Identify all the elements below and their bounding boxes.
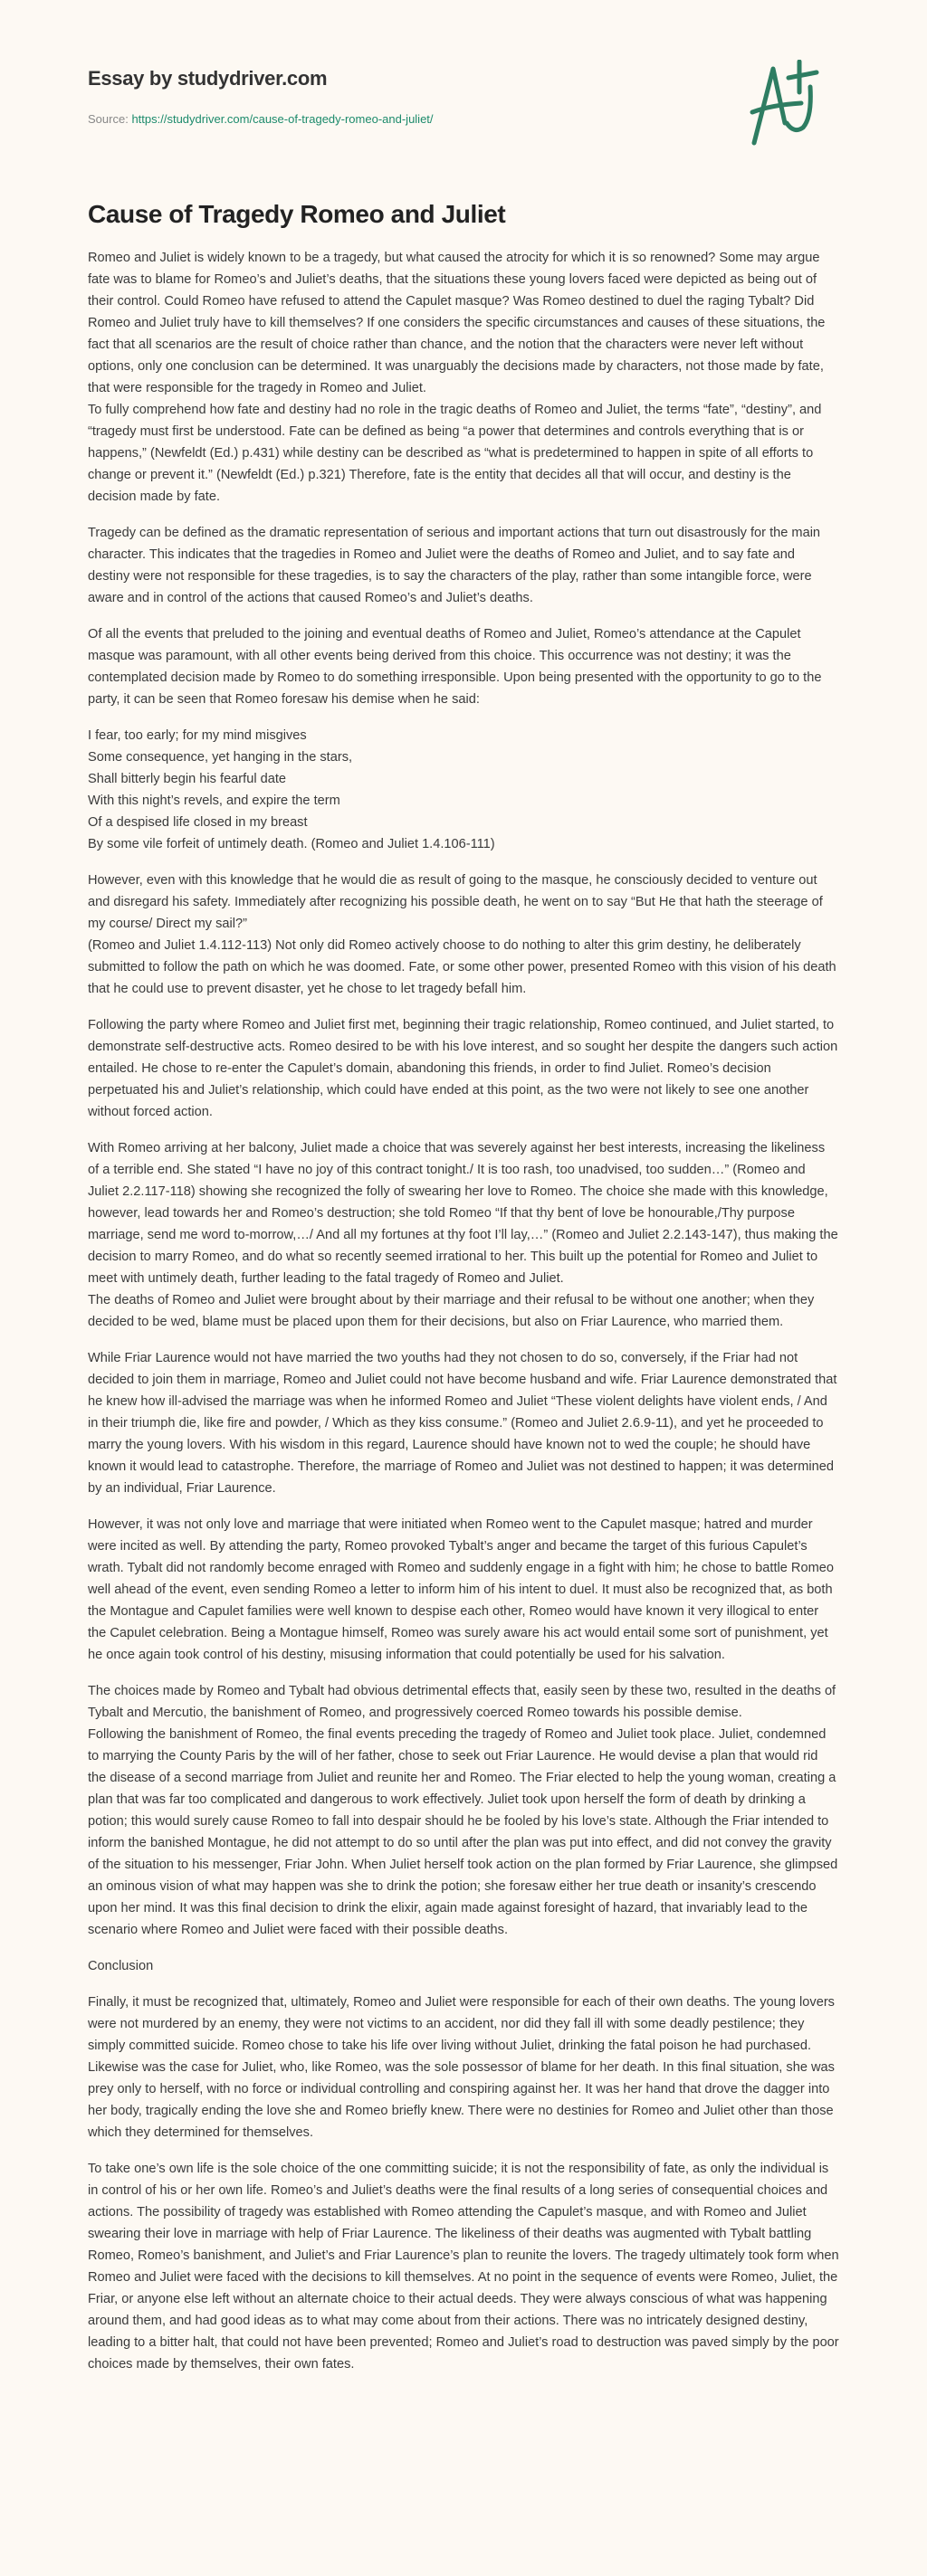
paragraph [88,1514,839,1666]
paragraph-text: However, it was not only love and marriage that were initiated when Romeo went to the Capulet masque; hatred and murder were incited as well. By attending the party, Romeo provoked Tybalt’s anger and became the target of this furious Capulet’s wrath. Tybalt did not randomly become enraged with Romeo and suddenly engage in a fight with him; he chose to battle Romeo well ahead of the event, even sending Romeo a letter to inform him of his intent to duel. It must also be recognized that, as both the Montague and Capulet families were well known to despise each other, Romeo would have known it very illogical to enter the Capulet celebration. Being a Montague himself, Romeo was surely aware his act would entail some sort of punishment, yet he once again took control of his destiny, misusing information that could potentially be used for his salvation. [88,1517,834,1662]
paragraph-text: With Romeo arriving at her balcony, Juliet made a choice that was severely against her best interests, increasing the likeliness of a terrible end. She stated “I have no joy of this contract tonight./ It is too rash, too unadvised, too sudden…” (Romeo and Juliet 2.2.117-118) showing she recognized the folly of swearing her love to Romeo. The choice she made with this knowledge, however, lead towards her and Romeo’s destruction; she told Romeo “If that thy bent of love be honourable,/Thy purpose marriage, send me word to-morrow,…/ And all my fortunes at thy foot I’ll lay,…” (Romeo and Juliet 2.2.143-147), thus making the decision to marry Romeo, and do what so recently seemed irrational to her. This built up the potential for Romeo and Juliet to meet with untimely death, further leading to the fatal tragedy of Romeo and Juliet. [88,1141,838,1286]
source-line [88,112,434,126]
article-title: Cause of Tragedy Romeo and Juliet [88,200,506,228]
paragraph-text: Shall bitterly begin his fearful date [88,772,287,786]
paragraph-text: Finally, it must be recognized that, ultimately, Romeo and Juliet were responsible for each of their own deaths. The young lovers were not murdered by an enemy, they were not victims to an accident, nor did they fall ill with some deadly pestilence; they simply committed suicide. Romeo chose to take his life over living without Juliet, drinking the fatal poison he had purchased. Likewise was the case for Juliet, who, like Romeo, was the sole possessor of blame for her death. In this final situation, she was prey only to herself, with no force or individual controlling and conspiring against her. It was her hand that drove the dagger into her body, tragically ending the love she and Romeo briefly knew. There were no destinies for Romeo and Juliet other than those which they determined for themselves. [88,1995,835,2140]
paragraph-text: Romeo and Juliet is widely known to be a tragedy, but what caused the atrocity for which it is so renowned? Some may argue fate was to blame for Romeo’s and Juliet’s deaths, that the situations these young lovers faced were depicted as being out of their control. Could Romeo have refused to attend the Capulet masque? Was Romeo destined to duel the raging Tybalt? Did Romeo and Juliet truly have to kill themselves? If one considers the specific circumstances and causes of these situations, the fact that all scenarios are the result of choice rather than chance, and the notion that the characters were never left without options, only one conclusion can be determined. It was unarguably the decisions made by characters, not those made by fate, that were responsible for the tragedy in Romeo and Juliet. [88,251,826,395]
source-label: Source: [88,112,129,126]
paragraph-text: Following the banishment of Romeo, the final events preceding the tragedy of Romeo and Juliet took place. Juliet, condemned to marrying the County Paris by the will of her father, chose to seek out Friar Laurence. He would devise a plan that would rid the disease of a second marriage from Juliet and reunite her and Romeo. The Friar elected to help the young woman, creating a plan that was far too complicated and dangerous to work effectively. Juliet took upon herself the form of death by drinking a potion; this would surely cause Romeo to fall into despair should he be fooled by his love’s state. Although the Friar intended to inform the banished Montague, he did not attempt to do so until after the plan was put into effect, and did not convey the gravity of the situation to his messenger, Friar John. When Juliet herself took action on the plan formed by Friar Laurence, she glimpsed an ominous vision of what may happen was she to drink the potion; she foresaw either her true death or insanity’s crescendo upon her mind. It was this final decision to drink the elixir, again made against foresight of hazard, that invariably lead to the scenario where Romeo and Juliet were faced with their possible deaths. [88,1727,838,1937]
paragraph [88,623,839,710]
a-plus-logo-icon [749,60,848,150]
paragraph [88,725,839,855]
paragraph [88,1014,839,1123]
paragraph [88,247,839,508]
paragraph-text: Tragedy can be defined as the dramatic representation of serious and important actions that turn out disastrously for the main character. This indicates that the tragedies in Romeo and Juliet were the deaths of Romeo and Juliet, and to say fate and destiny were not responsible for these tragedies, is to say the characters of the play, rather than some intangible force, were aware and in control of the actions that caused Romeo’s and Juliet’s deaths. [88,526,821,605]
paragraph-text: Conclusion [88,1959,154,1973]
paragraph [88,1680,839,1941]
paragraph-text: While Friar Laurence would not have married the two youths had they not chosen to do so, conversely, if the Friar had not decided to join them in marriage, Romeo and Juliet could not have become husband and wife. Friar Laurence demonstrated that he knew how ill-advised the marriage was when he informed Romeo and Juliet “These violent delights have violent ends, / And in their triumph die, like fire and powder, / Which as they kiss consume.” (Romeo and Juliet 2.6.9-11), and yet he proceeded to marry the young lovers. With his wisdom in this regard, Laurence should have known not to wed the couple; he should have known it would lead to catastrophe. Therefore, the marriage of Romeo and Juliet was not destined to happen; it was determined by an individual, Friar Laurence. [88,1351,837,1496]
paragraph-text: By some vile forfeit of untimely death. (Romeo and Juliet 1.4.106-111) [88,837,495,851]
paragraph [88,870,839,1000]
paragraph-text: However, even with this knowledge that he would die as result of going to the masque, he consciously decided to venture out and disregard his safety. Immediately after recognizing his possible death, he went on to say “But He that hath the steerage of my course/ Direct my sail?” [88,873,823,931]
paragraph-text: The deaths of Romeo and Juliet were brought about by their marriage and their refusal to be without one another; when they decided to be wed, blame must be placed upon them for their decisions, but also on Friar Laurence, who married them. [88,1293,815,1329]
paragraph [88,1347,839,1499]
page-header [88,0,839,195]
site-title: Essay by studydriver.com [88,67,328,90]
paragraph-text: Some consequence, yet hanging in the stars, [88,750,353,765]
paragraph-text: To take one’s own life is the sole choice of the one committing suicide; it is not the responsibility of fate, as only the individual is in control of his or her own life. Romeo’s and Juliet’s deaths were the final results of a long series of consequential choices and actions. The possibility of tragedy was established with Romeo attending the Capulet’s masque, and with Romeo and Juliet swearing their love in marriage with help of Friar Laurence. The likeliness of their deaths was augmented with Tybalt battling Romeo, Romeo’s banishment, and Juliet’s and Friar Laurence’s plan to reunite the lovers. The tragedy ultimately took form when Romeo and Juliet were faced with the decisions to kill themselves. At no point in the sequence of events were Romeo, Juliet, the Friar, or anyone else left without an alternate choice to their actual deeds. They were always conscious of what was happening around them, and had good ideas as to what may come about from their actions. There was no intricately designed destiny, leading to a bitter halt, that could not have been prevented; Romeo and Juliet’s road to destruction was paved simply by the poor choices made by themselves, their own fates. [88,2162,839,2372]
paragraph-text: With this night’s revels, and expire the term [88,794,340,808]
article-body [88,247,839,2375]
paragraph [88,1991,839,2143]
source-link[interactable]: https://studydriver.com/cause-of-tragedy-romeo-and-juliet/ [131,112,434,126]
paragraph-text: (Romeo and Juliet 1.4.112-113) Not only did Romeo actively choose to do nothing to alter this grim destiny, he deliberately submitted to follow the path on which he was doomed. Fate, or some other power, presented Romeo with this vision of his death that he could use to prevent disaster, yet he chose to let tragedy befall him. [88,938,836,996]
paragraph-text: Of all the events that preluded to the joining and eventual deaths of Romeo and Juliet, Romeo’s attendance at the Capulet masque was paramount, with all other events being derived from this choice. This occurrence was not destiny; it was the contemplated decision made by Romeo to do something irresponsible. Upon being presented with the opportunity to go to the party, it can be seen that Romeo foresaw his demise when he said: [88,627,822,707]
paragraph-text: Following the party where Romeo and Juliet first met, beginning their tragic relationship, Romeo continued, and Juliet started, to demonstrate self-destructive acts. Romeo desired to be with his love interest, and so sought her despite the dangers such action entailed. He chose to re-enter the Capulet’s domain, abandoning this friends, in order to find Juliet. Romeo’s decision perpetuated his and Juliet’s relationship, which could have ended at this point, as the two were not likely to see one another without forced action. [88,1018,838,1119]
paragraph [88,2158,839,2375]
paragraph [88,1137,839,1333]
paragraph-text: To fully comprehend how fate and destiny had no role in the tragic deaths of Romeo and Juliet, the terms “fate”, “destiny”, and “tragedy must first be understood. Fate can be defined as being “a power that determines and controls everything that is or happens,” (Newfeldt (Ed.) p.431) while destiny can be described as “what is predetermined to happen in spite of all efforts to change or prevent it.” (Newfeldt (Ed.) p.321) Therefore, fate is the entity that decides all that will occur, and destiny is the decision made by fate. [88,403,822,504]
section-heading [88,1955,839,1977]
paragraph-text: Of a despised life closed in my breast [88,815,308,830]
paragraph [88,522,839,609]
paragraph-text: The choices made by Romeo and Tybalt had obvious detrimental effects that, easily seen by these two, resulted in the deaths of Tybalt and Mercutio, the banishment of Romeo, and progressively coerced Romeo towards his possible demise. [88,1684,836,1720]
paragraph-text: I fear, too early; for my mind misgives [88,728,307,743]
